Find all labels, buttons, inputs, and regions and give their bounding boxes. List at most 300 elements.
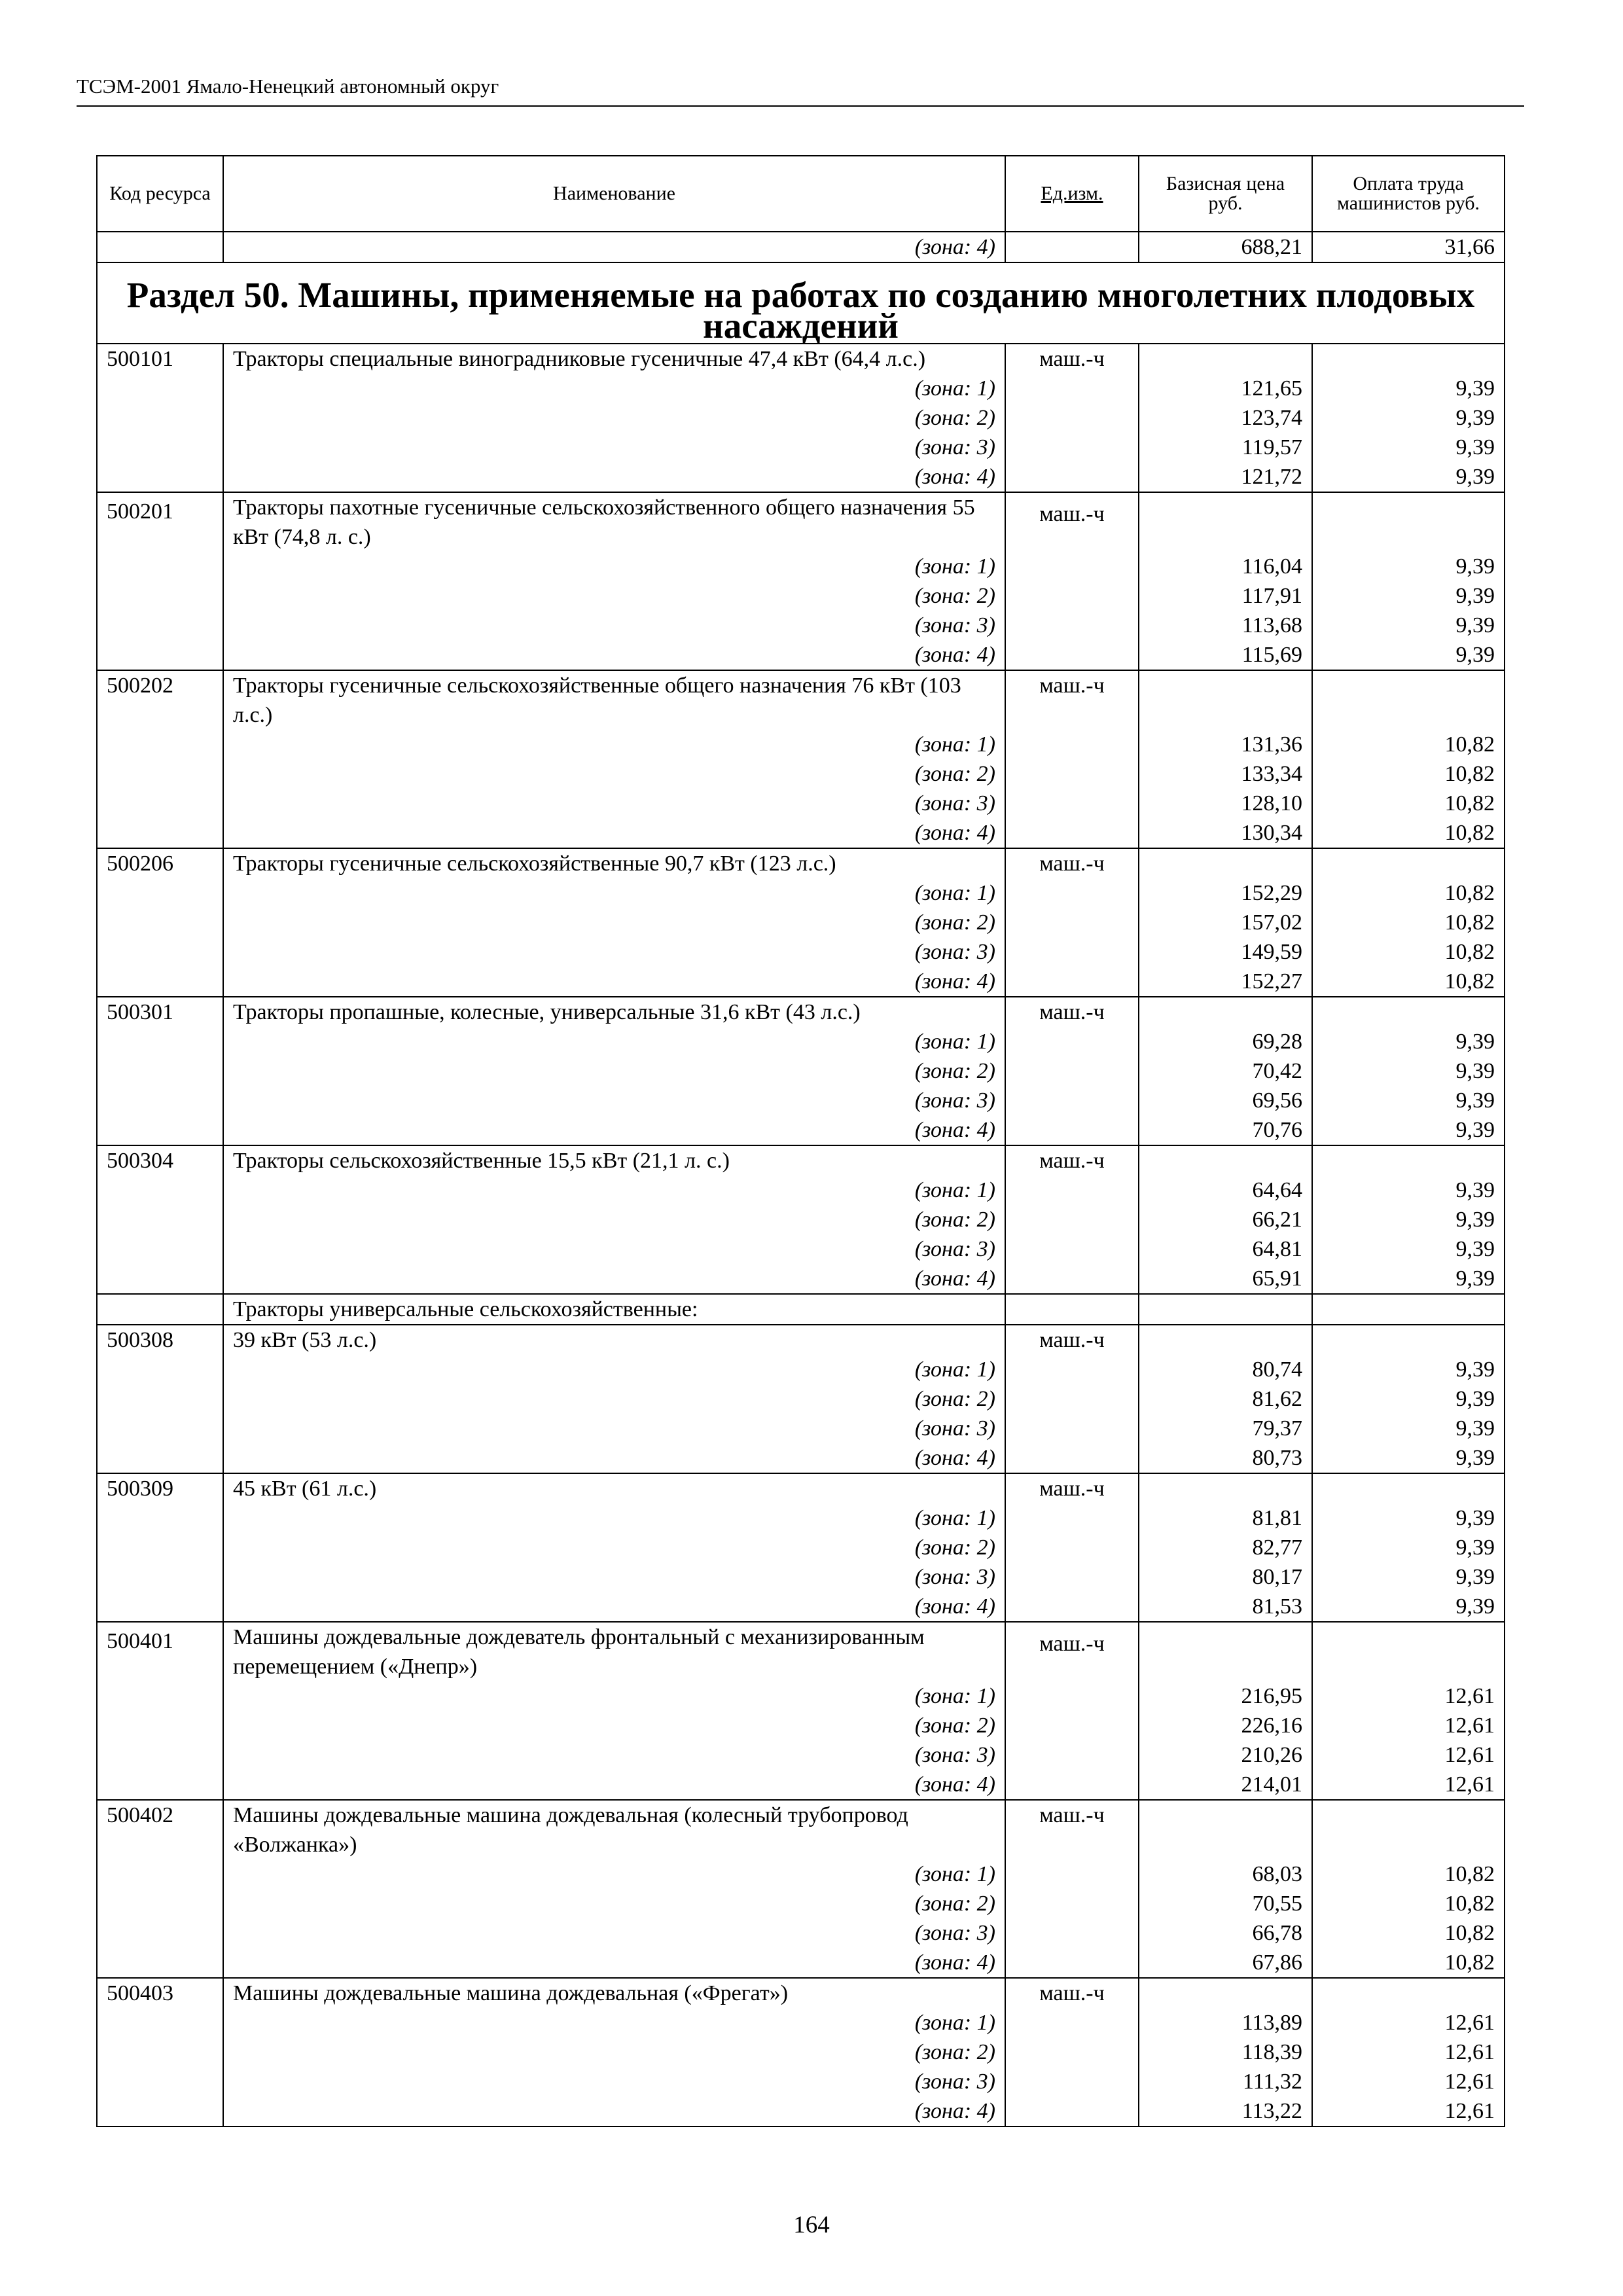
zone-wage: 10,82	[1312, 1948, 1505, 1978]
zone-row	[97, 1056, 1505, 1086]
zone-code-empty	[97, 374, 223, 403]
zone-unit-empty	[1005, 1889, 1139, 1918]
zone-label: (зона: 2)	[223, 1711, 1005, 1740]
item-name: 45 кВт (61 л.с.)	[223, 1473, 1005, 1503]
zone-code-empty	[97, 1264, 223, 1294]
zone-label: (зона: 2)	[223, 403, 1005, 433]
item-name: 39 кВт (53 л.с.)	[223, 1325, 1005, 1355]
item-price-empty	[1139, 1622, 1312, 1681]
zone-wage: 9,39	[1312, 581, 1505, 611]
zone-price: 214,01	[1139, 1770, 1312, 1800]
zone-label: (зона: 2)	[223, 908, 1005, 937]
zone-price: 130,34	[1139, 818, 1312, 848]
zone-label: (зона: 4)	[223, 1264, 1005, 1294]
zone-row	[97, 1859, 1505, 1889]
zone-row	[97, 1503, 1505, 1533]
running-header: ТСЭМ-2001 Ямало-Ненецкий автономный округ	[77, 75, 499, 98]
zone-label: (зона: 1)	[223, 730, 1005, 759]
item-code: 500206	[97, 848, 223, 878]
zone-code-empty	[97, 1681, 223, 1711]
item-wage-empty	[1312, 997, 1505, 1027]
zone-price: 82,77	[1139, 1533, 1312, 1562]
zone-label: (зона: 4)	[223, 818, 1005, 848]
zone-wage: 9,39	[1312, 1027, 1505, 1056]
zone-wage: 9,39	[1312, 1503, 1505, 1533]
zone-wage: 9,39	[1312, 1384, 1505, 1414]
zone-row	[97, 967, 1505, 997]
zone-price: 133,34	[1139, 759, 1312, 789]
zone-row	[97, 640, 1505, 670]
zone-code-empty	[97, 730, 223, 759]
zone-price: 152,29	[1139, 878, 1312, 908]
zone-code-empty	[97, 1443, 223, 1473]
zone-wage: 12,61	[1312, 1711, 1505, 1740]
item-code: 500202	[97, 670, 223, 730]
zone-wage: 9,39	[1312, 1264, 1505, 1294]
zone-unit-empty	[1005, 403, 1139, 433]
zone-label: (зона: 1)	[223, 2008, 1005, 2037]
zone-row	[97, 759, 1505, 789]
zone-code-empty	[97, 1234, 223, 1264]
zone-code-empty	[97, 1859, 223, 1889]
zone-unit-empty	[1005, 2067, 1139, 2096]
item-name: Тракторы пропашные, колесные, универсальные 31,6 кВт (43 л.с.)	[223, 997, 1005, 1027]
zone-code-empty	[97, 1355, 223, 1384]
zone-row	[97, 1889, 1505, 1918]
zone-row	[97, 1562, 1505, 1592]
zone-unit-empty	[1005, 1355, 1139, 1384]
zone-code-empty	[97, 878, 223, 908]
zone-label: (зона: 3)	[223, 2067, 1005, 2096]
zone-row	[97, 1740, 1505, 1770]
item-code: 500301	[97, 997, 223, 1027]
item-unit: маш.-ч	[1005, 1325, 1139, 1355]
item-wage-empty	[1312, 1622, 1505, 1681]
zone-price: 81,53	[1139, 1592, 1312, 1622]
zone-wage: 12,61	[1312, 2096, 1505, 2126]
item-wage-empty	[1312, 1800, 1505, 1859]
zone-unit-empty	[1005, 730, 1139, 759]
zone-unit-empty	[1005, 1115, 1139, 1145]
zone-code-empty	[97, 1562, 223, 1592]
group-note-row	[97, 1294, 1505, 1325]
zone-unit-empty	[1005, 2037, 1139, 2067]
resource-price-table	[96, 155, 1505, 2127]
zone-label: (зона: 3)	[223, 1234, 1005, 1264]
zone-wage: 9,39	[1312, 1533, 1505, 1562]
zone-label: (зона: 2)	[223, 581, 1005, 611]
zone-label: (зона: 1)	[223, 1355, 1005, 1384]
zone-price: 113,89	[1139, 2008, 1312, 2037]
zone-row	[97, 403, 1505, 433]
zone-price: 66,78	[1139, 1918, 1312, 1948]
item-code: 500304	[97, 1145, 223, 1175]
item-name: Тракторы сельскохозяйственные 15,5 кВт (21,1 л. с.)	[223, 1145, 1005, 1175]
item-unit: маш.-ч	[1005, 344, 1139, 374]
zone-code-empty	[97, 937, 223, 967]
zone-price: 117,91	[1139, 581, 1312, 611]
zone-label: (зона: 3)	[223, 1562, 1005, 1592]
item-price-empty	[1139, 670, 1312, 730]
zone-price: 128,10	[1139, 789, 1312, 818]
zone-unit-empty	[1005, 374, 1139, 403]
zone-label: (зона: 1)	[223, 1681, 1005, 1711]
zone-label: (зона: 4)	[223, 1443, 1005, 1473]
zone-row	[97, 1443, 1505, 1473]
item-unit: маш.-ч	[1005, 997, 1139, 1027]
zone-label: (зона: 3)	[223, 1414, 1005, 1443]
zone-row	[97, 1592, 1505, 1622]
zone-price: 216,95	[1139, 1681, 1312, 1711]
item-row	[97, 848, 1505, 878]
zone-wage: 9,39	[1312, 611, 1505, 640]
item-unit: маш.-ч	[1005, 1978, 1139, 2008]
item-unit: маш.-ч	[1005, 1145, 1139, 1175]
item-row	[97, 1800, 1505, 1859]
zone-price: 149,59	[1139, 937, 1312, 967]
zone-unit-empty	[1005, 1175, 1139, 1205]
zone-row	[97, 818, 1505, 848]
zone-wage: 9,39	[1312, 1175, 1505, 1205]
zone-label: (зона: 3)	[223, 937, 1005, 967]
zone-row	[97, 374, 1505, 403]
zone-price: 70,76	[1139, 1115, 1312, 1145]
zone-row	[97, 462, 1505, 492]
zone-label: (зона: 3)	[223, 1740, 1005, 1770]
zone-price: 113,22	[1139, 2096, 1312, 2126]
zone-price: 70,55	[1139, 1889, 1312, 1918]
carryover-row	[97, 232, 1505, 262]
item-wage-empty	[1312, 344, 1505, 374]
zone-label: (зона: 4)	[223, 1948, 1005, 1978]
zone-code-empty	[97, 1175, 223, 1205]
zone-wage: 9,39	[1312, 1562, 1505, 1592]
zone-label: (зона: 3)	[223, 433, 1005, 462]
zone-unit-empty	[1005, 1384, 1139, 1414]
zone-label: (зона: 4)	[223, 1770, 1005, 1800]
zone-unit-empty	[1005, 433, 1139, 462]
zone-unit-empty	[1005, 1711, 1139, 1740]
zone-price: 80,73	[1139, 1443, 1312, 1473]
zone-code-empty	[97, 818, 223, 848]
zone-label: (зона: 4)	[223, 640, 1005, 670]
header-unit-label: Ед.изм.	[1041, 183, 1103, 204]
item-name: Машины дождевальные машина дождевальная (колесный трубопровод «Волжанка»)	[223, 1800, 1005, 1859]
zone-label: (зона: 4)	[223, 2096, 1005, 2126]
zone-wage: 10,82	[1312, 789, 1505, 818]
zone-code-empty	[97, 2067, 223, 2096]
zone-price: 116,04	[1139, 552, 1312, 581]
item-price-empty	[1139, 997, 1312, 1027]
item-row	[97, 1473, 1505, 1503]
zone-code-empty	[97, 1889, 223, 1918]
zone-row	[97, 1414, 1505, 1443]
zone-price: 123,74	[1139, 403, 1312, 433]
zone-code-empty	[97, 1711, 223, 1740]
zone-wage: 9,39	[1312, 1592, 1505, 1622]
zone-unit-empty	[1005, 967, 1139, 997]
zone-row	[97, 1355, 1505, 1384]
zone-code-empty	[97, 552, 223, 581]
item-row	[97, 492, 1505, 552]
zone-unit-empty	[1005, 1234, 1139, 1264]
zone-price: 79,37	[1139, 1414, 1312, 1443]
zone-price: 226,16	[1139, 1711, 1312, 1740]
zone-label: (зона: 4)	[223, 1592, 1005, 1622]
zone-row	[97, 2008, 1505, 2037]
item-price-empty	[1139, 1325, 1312, 1355]
zone-unit-empty	[1005, 1918, 1139, 1948]
zone-price: 81,62	[1139, 1384, 1312, 1414]
zone-wage: 9,39	[1312, 1443, 1505, 1473]
zone-price: 66,21	[1139, 1205, 1312, 1234]
zone-price: 65,91	[1139, 1264, 1312, 1294]
zone-wage: 12,61	[1312, 2037, 1505, 2067]
zone-price: 131,36	[1139, 730, 1312, 759]
zone-wage: 9,39	[1312, 403, 1505, 433]
item-name: Машины дождевальные дождеватель фронтальный с механизированным перемещением («Днепр»)	[223, 1622, 1005, 1681]
zone-price: 118,39	[1139, 2037, 1312, 2067]
zone-label: (зона: 1)	[223, 374, 1005, 403]
item-wage-empty	[1312, 1978, 1505, 2008]
item-wage-empty	[1312, 848, 1505, 878]
zone-row	[97, 1948, 1505, 1978]
zone-row	[97, 611, 1505, 640]
zone-price: 152,27	[1139, 967, 1312, 997]
zone-row	[97, 1115, 1505, 1145]
zone-unit-empty	[1005, 1264, 1139, 1294]
item-row	[97, 1145, 1505, 1175]
zone-unit-empty	[1005, 611, 1139, 640]
zone-wage: 10,82	[1312, 759, 1505, 789]
zone-row	[97, 1384, 1505, 1414]
zone-price: 64,64	[1139, 1175, 1312, 1205]
zone-code-empty	[97, 581, 223, 611]
item-code: 500101	[97, 344, 223, 374]
zone-unit-empty	[1005, 1592, 1139, 1622]
item-price-empty	[1139, 1473, 1312, 1503]
item-unit: маш.-ч	[1005, 1800, 1139, 1859]
zone-wage: 10,82	[1312, 1859, 1505, 1889]
carryover-zone: (зона: 4)	[223, 232, 1005, 262]
zone-label: (зона: 2)	[223, 1056, 1005, 1086]
zone-wage: 10,82	[1312, 818, 1505, 848]
zone-row	[97, 581, 1505, 611]
section-title: Раздел 50. Машины, применяемые на работах по созданию многолетних плодовых насаждений	[97, 262, 1505, 344]
item-name: Тракторы специальные виноградниковые гусеничные 47,4 кВт (64,4 л.с.)	[223, 344, 1005, 374]
zone-label: (зона: 1)	[223, 1175, 1005, 1205]
zone-unit-empty	[1005, 759, 1139, 789]
zone-price: 64,81	[1139, 1234, 1312, 1264]
zone-row	[97, 1770, 1505, 1800]
header-rule	[77, 105, 1524, 107]
group-note: Тракторы универсальные сельскохозяйственные:	[223, 1294, 1005, 1325]
item-code: 500308	[97, 1325, 223, 1355]
zone-price: 70,42	[1139, 1056, 1312, 1086]
carryover-price: 688,21	[1139, 232, 1312, 262]
zone-price: 81,81	[1139, 1503, 1312, 1533]
zone-code-empty	[97, 1592, 223, 1622]
item-code: 500402	[97, 1800, 223, 1859]
zone-price: 69,28	[1139, 1027, 1312, 1056]
zone-code-empty	[97, 908, 223, 937]
zone-price: 67,86	[1139, 1948, 1312, 1978]
header-price: Базисная цена руб.	[1139, 156, 1312, 232]
zone-unit-empty	[1005, 1859, 1139, 1889]
zone-row	[97, 1234, 1505, 1264]
zone-code-empty	[97, 1918, 223, 1948]
zone-price: 69,56	[1139, 1086, 1312, 1115]
zone-code-empty	[97, 403, 223, 433]
zone-label: (зона: 2)	[223, 2037, 1005, 2067]
zone-code-empty	[97, 1384, 223, 1414]
zone-wage: 10,82	[1312, 1889, 1505, 1918]
group-note-code	[97, 1294, 223, 1325]
item-price-empty	[1139, 1978, 1312, 2008]
zone-row	[97, 878, 1505, 908]
zone-price: 121,65	[1139, 374, 1312, 403]
zone-unit-empty	[1005, 1027, 1139, 1056]
item-code: 500401	[97, 1622, 223, 1681]
zone-code-empty	[97, 2096, 223, 2126]
zone-row	[97, 1205, 1505, 1234]
item-name: Тракторы пахотные гусеничные сельскохозяйственного общего назначения 55 кВт (74,8 л. с.)	[223, 492, 1005, 552]
zone-code-empty	[97, 1414, 223, 1443]
zone-price: 210,26	[1139, 1740, 1312, 1770]
group-note-price	[1139, 1294, 1312, 1325]
header-unit	[1005, 156, 1139, 232]
item-unit: маш.-ч	[1005, 848, 1139, 878]
zone-unit-empty	[1005, 1414, 1139, 1443]
group-note-wage	[1312, 1294, 1505, 1325]
zone-code-empty	[97, 789, 223, 818]
zone-price: 80,74	[1139, 1355, 1312, 1384]
zone-code-empty	[97, 1086, 223, 1115]
zone-label: (зона: 1)	[223, 1859, 1005, 1889]
zone-unit-empty	[1005, 1533, 1139, 1562]
zone-label: (зона: 3)	[223, 611, 1005, 640]
item-row	[97, 1622, 1505, 1681]
zone-label: (зона: 4)	[223, 967, 1005, 997]
zone-label: (зона: 2)	[223, 759, 1005, 789]
zone-label: (зона: 1)	[223, 1503, 1005, 1533]
zone-wage: 9,39	[1312, 1234, 1505, 1264]
zone-unit-empty	[1005, 1086, 1139, 1115]
zone-row	[97, 1711, 1505, 1740]
item-price-empty	[1139, 492, 1312, 552]
page-number: 164	[793, 2212, 830, 2238]
zone-code-empty	[97, 1503, 223, 1533]
zone-wage: 9,39	[1312, 1205, 1505, 1234]
zone-code-empty	[97, 1740, 223, 1770]
item-wage-empty	[1312, 1473, 1505, 1503]
zone-wage: 9,39	[1312, 1355, 1505, 1384]
zone-label: (зона: 3)	[223, 789, 1005, 818]
item-wage-empty	[1312, 492, 1505, 552]
zone-row	[97, 2096, 1505, 2126]
zone-wage: 9,39	[1312, 552, 1505, 581]
item-unit: маш.-ч	[1005, 1622, 1139, 1681]
zone-wage: 10,82	[1312, 937, 1505, 967]
item-unit: маш.-ч	[1005, 1473, 1139, 1503]
item-price-empty	[1139, 848, 1312, 878]
zone-label: (зона: 1)	[223, 552, 1005, 581]
zone-wage: 10,82	[1312, 967, 1505, 997]
zone-unit-empty	[1005, 908, 1139, 937]
carryover-unit	[1005, 232, 1139, 262]
zone-row	[97, 2037, 1505, 2067]
zone-code-empty	[97, 1027, 223, 1056]
zone-code-empty	[97, 1056, 223, 1086]
zone-unit-empty	[1005, 2008, 1139, 2037]
zone-unit-empty	[1005, 1205, 1139, 1234]
zone-code-empty	[97, 1533, 223, 1562]
zone-price: 121,72	[1139, 462, 1312, 492]
item-row	[97, 344, 1505, 374]
zone-wage: 9,39	[1312, 433, 1505, 462]
zone-unit-empty	[1005, 789, 1139, 818]
zone-wage: 9,39	[1312, 640, 1505, 670]
carryover-code	[97, 232, 223, 262]
item-wage-empty	[1312, 670, 1505, 730]
zone-price: 157,02	[1139, 908, 1312, 937]
zone-label: (зона: 3)	[223, 1918, 1005, 1948]
zone-unit-empty	[1005, 581, 1139, 611]
zone-unit-empty	[1005, 818, 1139, 848]
zone-wage: 10,82	[1312, 1918, 1505, 1948]
item-unit: маш.-ч	[1005, 492, 1139, 552]
zone-wage: 12,61	[1312, 1740, 1505, 1770]
zone-wage: 10,82	[1312, 730, 1505, 759]
zone-price: 68,03	[1139, 1859, 1312, 1889]
item-unit: маш.-ч	[1005, 670, 1139, 730]
zone-row	[97, 1086, 1505, 1115]
zone-label: (зона: 2)	[223, 1889, 1005, 1918]
zone-row	[97, 1027, 1505, 1056]
item-price-empty	[1139, 344, 1312, 374]
item-name: Тракторы гусеничные сельскохозяйственные общего назначения 76 кВт (103 л.с.)	[223, 670, 1005, 730]
zone-row	[97, 908, 1505, 937]
zone-unit-empty	[1005, 1562, 1139, 1592]
item-wage-empty	[1312, 1325, 1505, 1355]
zone-wage: 10,82	[1312, 908, 1505, 937]
zone-unit-empty	[1005, 937, 1139, 967]
zone-row	[97, 730, 1505, 759]
zone-label: (зона: 2)	[223, 1384, 1005, 1414]
zone-label: (зона: 1)	[223, 1027, 1005, 1056]
zone-wage: 9,39	[1312, 1414, 1505, 1443]
zone-price: 80,17	[1139, 1562, 1312, 1592]
zone-price: 119,57	[1139, 433, 1312, 462]
zone-label: (зона: 2)	[223, 1205, 1005, 1234]
item-code: 500201	[97, 492, 223, 552]
item-price-empty	[1139, 1800, 1312, 1859]
zone-row	[97, 1918, 1505, 1948]
zone-row	[97, 1533, 1505, 1562]
item-code: 500403	[97, 1978, 223, 2008]
zone-unit-empty	[1005, 462, 1139, 492]
zone-code-empty	[97, 462, 223, 492]
item-row	[97, 670, 1505, 730]
zone-row	[97, 937, 1505, 967]
zone-unit-empty	[1005, 1503, 1139, 1533]
zone-row	[97, 789, 1505, 818]
zone-price: 115,69	[1139, 640, 1312, 670]
zone-code-empty	[97, 640, 223, 670]
item-row	[97, 1978, 1505, 2008]
zone-wage: 10,82	[1312, 878, 1505, 908]
carryover-wage: 31,66	[1312, 232, 1505, 262]
